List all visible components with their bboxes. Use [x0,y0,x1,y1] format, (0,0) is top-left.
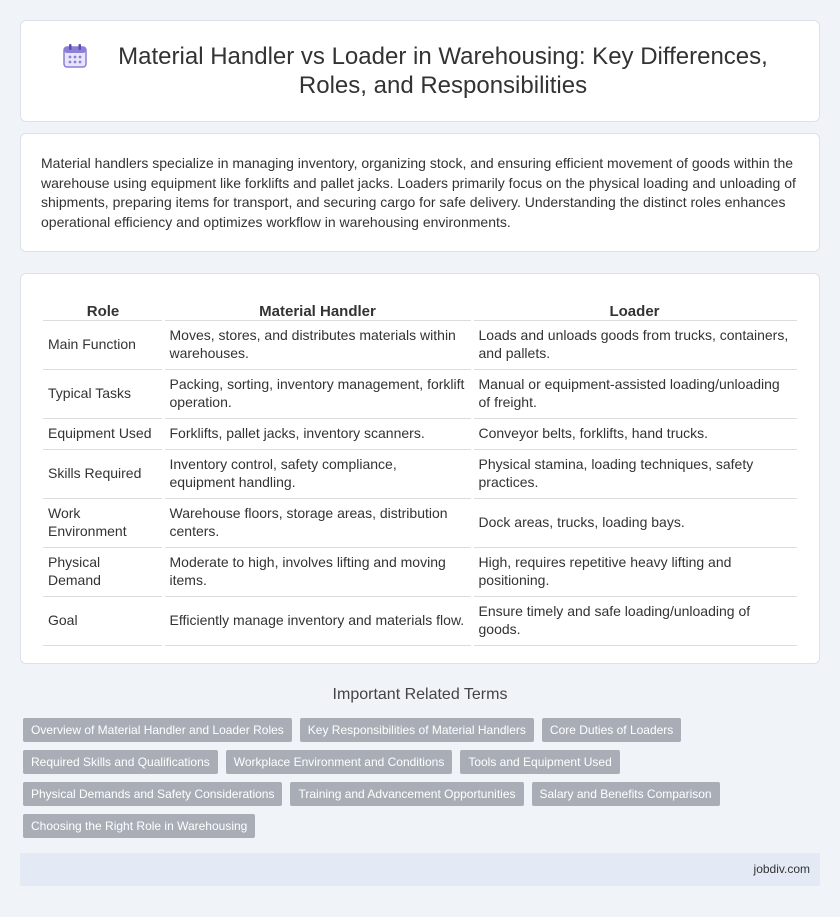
table-row [43,418,797,449]
related-term-tag[interactable]: Physical Demands and Safety Considerations [23,782,282,806]
comparison-table [43,296,797,646]
row-material-handler: Packing, sorting, inventory management, forklift operation. [163,369,472,418]
related-terms-list [23,718,813,838]
row-role: Typical Tasks [43,369,163,418]
header-material-handler: Material Handler [163,296,472,320]
related-term-tag[interactable]: Key Responsibilities of Material Handlers [300,718,534,742]
intro-card [20,133,820,252]
row-loader: Ensure timely and safe loading/unloading of goods. [472,596,797,645]
table-row [43,547,797,596]
table-row [43,320,797,369]
related-term-tag[interactable]: Tools and Equipment Used [460,750,619,774]
row-loader: Physical stamina, loading techniques, safety practices. [472,449,797,498]
related-term-tag[interactable]: Choosing the Right Role in Warehousing [23,814,255,838]
page-title: Material Handler vs Loader in Warehousing: Key Differences, Roles, and Responsibilities [118,43,768,99]
row-material-handler: Moves, stores, and distributes materials within warehouses. [163,320,472,369]
related-term-tag[interactable]: Training and Advancement Opportunities [290,782,523,806]
row-role: Physical Demand [43,547,163,596]
row-role: Goal [43,596,163,645]
row-material-handler: Warehouse floors, storage areas, distribution centers. [163,498,472,547]
footer-site-link[interactable]: jobdiv.com [753,862,810,876]
table-row [43,596,797,645]
row-loader: High, requires repetitive heavy lifting and positioning. [472,547,797,596]
row-loader: Manual or equipment-assisted loading/unloading of freight. [472,369,797,418]
row-loader: Dock areas, trucks, loading bays. [472,498,797,547]
header-role: Role [43,296,163,320]
row-material-handler: Forklifts, pallet jacks, inventory scanners. [163,418,472,449]
row-role: Main Function [43,320,163,369]
row-role: Equipment Used [43,418,163,449]
intro-paragraph: Material handlers specialize in managing inventory, organizing stock, and ensuring efficient movement of goods within the warehouse using equipment like forklifts and pallet jacks. Loaders primarily focus on the physical loading and unloading of shipments, preparing items for transport, and securing cargo for safe delivery. Understanding the distinct roles enhances operational efficiency and optimizes workflow in warehousing environments. [41,155,796,230]
related-term-tag[interactable]: Required Skills and Qualifications [23,750,218,774]
related-term-tag[interactable]: Salary and Benefits Comparison [532,782,720,806]
table-row [43,498,797,547]
calendar-icon [61,42,89,70]
related-term-tag[interactable]: Overview of Material Handler and Loader Roles [23,718,292,742]
row-material-handler: Inventory control, safety compliance, equipment handling. [163,449,472,498]
row-role: Work Environment [43,498,163,547]
row-loader: Conveyor belts, forklifts, hand trucks. [472,418,797,449]
related-term-tag[interactable]: Core Duties of Loaders [542,718,681,742]
table-header-row [43,296,797,320]
header-loader: Loader [472,296,797,320]
comparison-table-card [20,273,820,664]
related-terms-title: Important Related Terms [332,686,508,703]
related-term-tag[interactable]: Workplace Environment and Conditions [226,750,453,774]
row-material-handler: Moderate to high, involves lifting and moving items. [163,547,472,596]
row-loader: Loads and unloads goods from trucks, containers, and pallets. [472,320,797,369]
footer [20,853,820,886]
row-role: Skills Required [43,449,163,498]
table-row [43,449,797,498]
header-card [20,20,820,122]
table-row [43,369,797,418]
row-material-handler: Efficiently manage inventory and materials flow. [163,596,472,645]
